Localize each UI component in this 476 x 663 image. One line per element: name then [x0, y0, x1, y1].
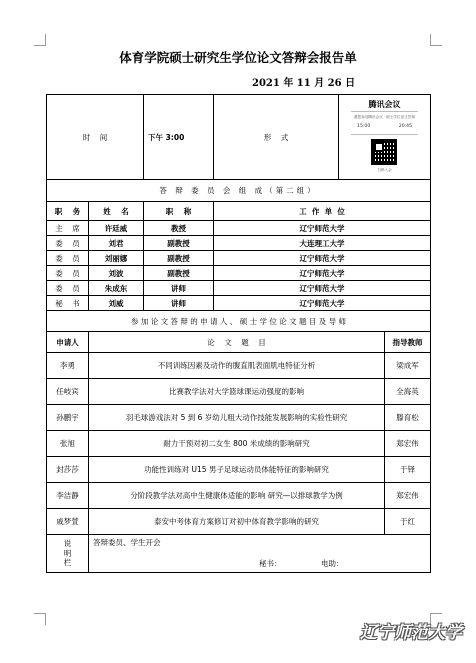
member-name: 刘丽娜	[89, 251, 144, 266]
time-label: 时 间	[47, 95, 144, 180]
time-value: 下午 3:00	[144, 95, 214, 180]
advisor-name: 于红	[385, 509, 431, 535]
qr-end-time: 20:45	[398, 124, 413, 129]
thesis-topic: 耐力干预对初二女生 800 米成绩的影响研究	[89, 431, 385, 457]
member-role: 主 席	[47, 221, 89, 236]
committee-header-row	[47, 202, 431, 221]
member-name: 朱成东	[89, 281, 144, 296]
qr-subtitle: 邀您参加腾讯会议 · 硕士学位论文答辩	[354, 115, 415, 119]
applicant-name: 孙鹏宇	[47, 405, 89, 431]
crop-mark-bottom-left	[34, 613, 46, 625]
member-name: 许廷威	[89, 221, 144, 236]
thesis-row	[47, 353, 431, 379]
qr-start-time: 15:00	[357, 124, 371, 129]
member-name: 刘波	[89, 266, 144, 281]
member-unit: 辽宁师范大学	[214, 296, 431, 311]
thesis-topic: 泰安中考体育方案修订对初中体育教学影响的研究	[89, 509, 385, 535]
applicant-name: 戚梦萱	[47, 509, 89, 535]
member-unit: 辽宁师范大学	[214, 251, 431, 266]
notes-row	[47, 535, 431, 573]
committee-row	[47, 296, 431, 311]
column-header: 指导教师	[385, 332, 431, 353]
thesis-row	[47, 457, 431, 483]
column-header: 工 作 单 位	[214, 202, 431, 221]
report-table	[46, 94, 431, 573]
advisor-name: 滕育松	[385, 405, 431, 431]
column-header: 论 文 题 目	[89, 332, 385, 353]
member-unit: 大连理工大学	[214, 236, 431, 251]
member-title: 讲师	[144, 296, 214, 311]
applicant-name: 张旭	[47, 431, 89, 457]
secretary-label: 秘书：	[259, 559, 282, 568]
university-watermark: 辽宁师范大学	[360, 623, 462, 643]
member-unit: 辽宁师范大学	[214, 281, 431, 296]
qr-invite-card[interactable]	[339, 95, 431, 180]
committee-heading: 答 辩 委 员 会 组 成（第二组）	[47, 180, 431, 202]
crop-mark-top-left	[34, 34, 46, 46]
member-unit: 辽宁师范大学	[214, 266, 431, 281]
applicant-name: 任岐宾	[47, 379, 89, 405]
column-header: 申请人	[47, 332, 89, 353]
qr-footer: 扫码入会	[377, 168, 392, 172]
member-title: 教授	[144, 221, 214, 236]
advisor-name: 于铎	[385, 457, 431, 483]
member-title: 讲师	[144, 281, 214, 296]
member-role: 委 员	[47, 266, 89, 281]
thesis-row	[47, 431, 431, 457]
crop-mark-top-right	[430, 34, 442, 46]
thesis-topic: 功能性训练对 U15 男子足球运动员体能特征的影响研究	[89, 457, 385, 483]
thesis-row	[47, 379, 431, 405]
notes-label: 说 明 栏	[47, 535, 89, 573]
advisor-name: 郑宏伟	[385, 483, 431, 509]
member-role: 委 员	[47, 281, 89, 296]
thesis-row	[47, 483, 431, 509]
member-title: 副教授	[144, 236, 214, 251]
thesis-topic: 比赛教学法对大学篮球课运动强度的影响	[89, 379, 385, 405]
committee-row	[47, 266, 431, 281]
member-title: 副教授	[144, 251, 214, 266]
thesis-topic: 不同训练因素及动作的腹直肌表面肌电特征分析	[89, 353, 385, 379]
committee-row	[47, 236, 431, 251]
qr-code-icon[interactable]	[371, 139, 397, 165]
member-title: 副教授	[144, 266, 214, 281]
advisor-name: 郑宏伟	[385, 431, 431, 457]
theses-header-row	[47, 332, 431, 353]
advisor-name: 全海英	[385, 379, 431, 405]
thesis-row	[47, 405, 431, 431]
thesis-row	[47, 509, 431, 535]
phone-label: 电助：	[321, 559, 344, 568]
applicant-name: 李洁静	[47, 483, 89, 509]
applicant-name: 李勇	[47, 353, 89, 379]
member-role: 委 员	[47, 236, 89, 251]
committee-row	[47, 281, 431, 296]
tencent-meeting-title: 腾讯会议	[368, 100, 401, 109]
member-name: 刘威	[89, 296, 144, 311]
column-header: 职 务	[47, 202, 89, 221]
member-name: 刘君	[89, 236, 144, 251]
document-title: 体育学院硕士研究生学位论文答辩会报告单	[119, 50, 357, 65]
member-unit: 辽宁师范大学	[214, 221, 431, 236]
advisor-name: 梁成军	[385, 353, 431, 379]
divider	[351, 111, 418, 112]
member-role: 委 员	[47, 251, 89, 266]
divider	[351, 134, 418, 135]
thesis-topic: 羽毛球游戏法对 5 到 6 岁幼儿粗大动作技能发展影响的实验性研究	[89, 405, 385, 431]
column-header: 职 称	[144, 202, 214, 221]
meeting-row	[47, 95, 431, 180]
format-label: 形 式	[214, 95, 339, 180]
applicant-name: 封莎莎	[47, 457, 89, 483]
document-date: 2021 年 11 月 26 日	[252, 78, 356, 89]
theses-heading: 参 加 论 文 答 辩 的 申 请 人 、 硕 士 学 位 论 文 题 目 及 导 师	[47, 311, 431, 332]
committee-row	[47, 221, 431, 236]
column-header: 姓 名	[89, 202, 144, 221]
committee-row	[47, 251, 431, 266]
notes-cell	[89, 535, 431, 573]
member-role: 秘 书	[47, 296, 89, 311]
thesis-topic: 分阶段教学法对高中生健康体适能的影响 研究—以排球教学为例	[89, 483, 385, 509]
notes-text: 答辩委员、学生开会	[93, 538, 161, 547]
